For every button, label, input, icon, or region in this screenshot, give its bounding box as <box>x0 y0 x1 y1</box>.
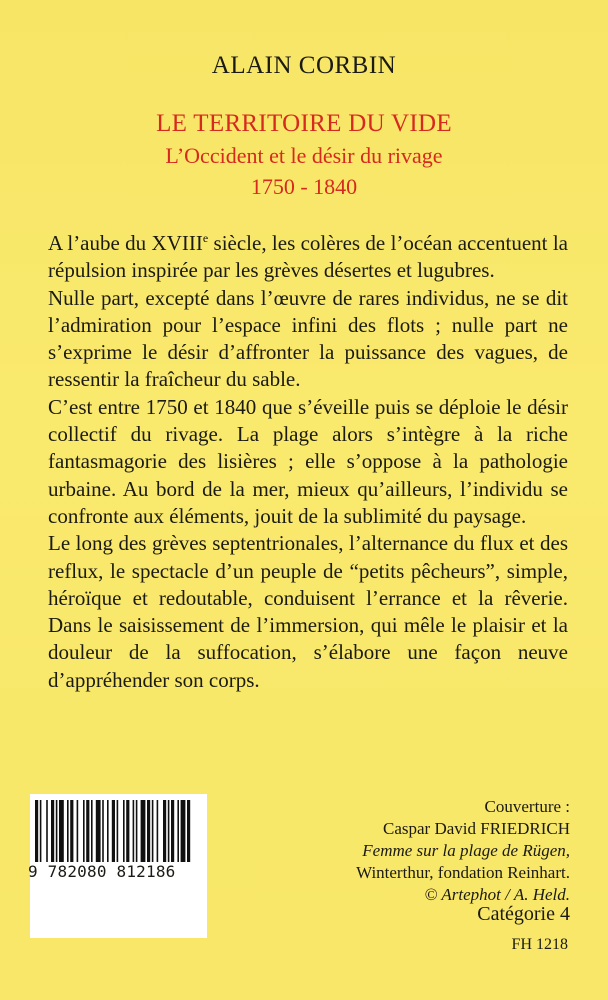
barcode-bar <box>177 800 179 862</box>
blurb-text <box>48 230 568 694</box>
barcode-bar <box>136 800 138 862</box>
barcode-bar <box>86 800 89 862</box>
barcode-bar <box>187 800 190 862</box>
barcode-bar <box>152 800 154 862</box>
barcode-bar <box>171 800 174 862</box>
barcode-bar <box>59 800 64 862</box>
barcode-bar <box>126 800 129 862</box>
barcode-bar <box>40 800 42 862</box>
book-subtitle: L’Occident et le désir du rivage <box>165 143 443 168</box>
author-name: ALAIN CORBIN <box>211 52 397 79</box>
barcode-bar <box>67 800 69 862</box>
barcode-bar <box>35 800 38 862</box>
credits-artist: Caspar David FRIEDRICH <box>383 819 570 838</box>
barcode-bar <box>147 800 150 862</box>
credits-location: Winterthur, fondation Reinhart. <box>356 863 570 882</box>
barcode-bar <box>133 800 135 862</box>
book-dates: 1750 - 1840 <box>250 174 358 199</box>
credits-artwork: Femme sur la plage de Rügen, <box>362 841 570 860</box>
barcode-bar <box>96 800 101 862</box>
cover-credits <box>270 796 570 906</box>
barcode-bar <box>107 800 109 862</box>
barcode-number: 9 782080 812186 <box>28 862 176 881</box>
credits-heading: Couverture : <box>484 797 570 816</box>
barcode-bar <box>141 800 146 862</box>
blurb-paragraph-4: Le long des grèves septentrionales, l’alternance du flux et des reflux, le spectacle d’un peuple de “petits pêcheurs”, simple, héroïque et redoutable, conduisent l’errance et la rêverie. Dans le saisissement de l’immersion, qui mêle le plaisir et la douleur de la suffocation, s’élabore une façon neuve d’appréhender son corps. <box>48 531 568 692</box>
barcode-bar <box>56 800 58 862</box>
credits-photo: © Artephot / A. Held. <box>424 885 570 904</box>
blurb-paragraph-3: C’est entre 1750 et 1840 que s’éveille puis se déploie le désir collectif du rivage. La plage alors s’intègre à la riche fantasmagorie des lisières ; elle s’oppose à la pathologie urbaine. Au bord de la mer, mieux qu’ailleurs, l’individu se confronte aux éléments, jouit de la sublimité du paysage. <box>48 394 568 528</box>
barcode-bar <box>123 800 125 862</box>
barcode-bar <box>70 800 73 862</box>
catalog-code: FH 1218 <box>511 936 568 953</box>
barcode-bar <box>102 800 104 862</box>
barcode-bar <box>46 800 48 862</box>
blurb-paragraph-2: Nulle part, excepté dans l’œuvre de rares individus, ne se dit l’admiration pour l’espace infini des flots ; nulle part ne s’exprime le désir d’affronter la puissance des vagues, de ressentir la fraîcheur du sable. <box>48 285 568 392</box>
blurb-paragraph-1: A l’aube du XVIIIe siècle, les colères de l’océan accentuent la répulsion inspirée par les grèves désertes et lugubres. <box>48 231 568 283</box>
barcode-bar <box>157 800 159 862</box>
barcode-bar <box>51 800 54 862</box>
barcode-bar <box>77 800 79 862</box>
barcode-bar <box>112 800 115 862</box>
barcode-bar <box>91 800 93 862</box>
barcode-bar <box>168 800 170 862</box>
barcode-bar <box>181 800 186 862</box>
price-category: Catégorie 4 <box>477 903 570 925</box>
book-title: LE TERRITOIRE DU VIDE <box>156 110 452 137</box>
barcode-bar <box>163 800 166 862</box>
barcode-bar <box>83 800 85 862</box>
barcode-bar <box>117 800 119 862</box>
